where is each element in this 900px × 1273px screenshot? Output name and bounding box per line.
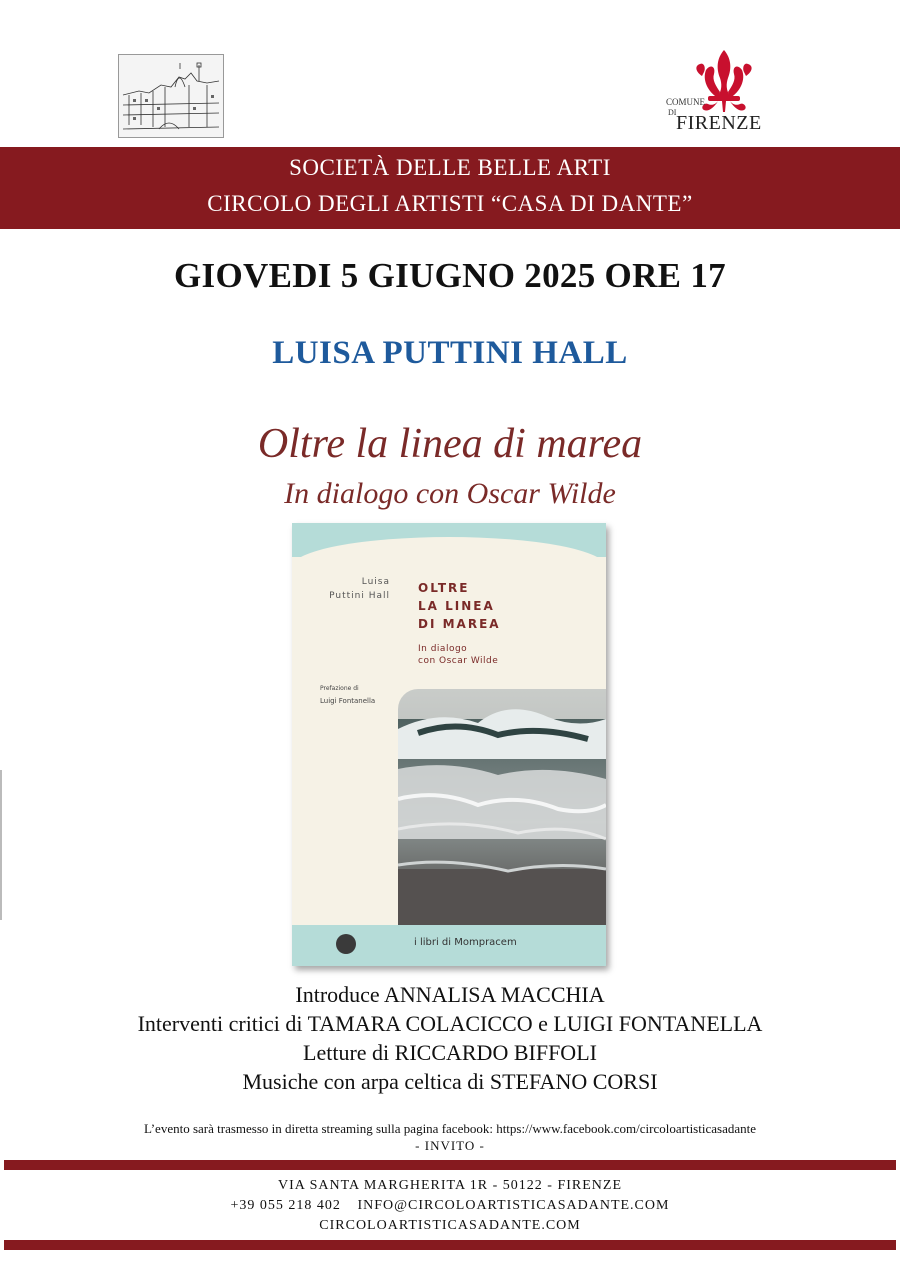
- header-band: [0, 147, 900, 229]
- footer-contacts: [0, 1176, 900, 1236]
- book-title-heading: Oltre la linea di marea: [257, 421, 643, 467]
- book-cover-preface-label: Prefazione di: [320, 685, 359, 692]
- city-skyline-sketch-icon: [118, 54, 224, 138]
- phone: +39 055 218 402: [230, 1198, 341, 1213]
- footer-divider-bottom: [4, 1240, 896, 1250]
- event-author: LUISA PUTTINI HALL: [272, 335, 628, 371]
- book-cover-subtitle: In dialogo con Oscar Wilde: [418, 644, 499, 666]
- book-cover-author: Luisa Puttini Hall: [329, 577, 390, 601]
- sea-wave-photo: [398, 689, 606, 925]
- streaming-notice: L’evento sarà trasmesso in diretta streaming sulla pagina facebook: https://www.facebook.com/circoloartisticasadante: [143, 1121, 756, 1136]
- book-subtitle-heading: In dialogo con Oscar Wilde: [284, 477, 616, 510]
- credits-block: [0, 980, 900, 1096]
- invito-label: - INVITO -: [415, 1138, 485, 1153]
- email-link[interactable]: INFO@CIRCOLOARTISTICASADANTE.COM: [357, 1198, 670, 1213]
- page-edge-mark: [0, 770, 2, 920]
- credit-line: Introduce ANNALISA MACCHIA: [295, 982, 605, 1007]
- di-label: DI: [668, 108, 677, 117]
- credit-line: Musiche con arpa celtica di STEFANO CORSI: [242, 1069, 658, 1094]
- book-cover-preface-name: Luigi Fontanella: [320, 697, 376, 705]
- credit-line: Interventi critici di TAMARA COLACICCO e LUIGI FONTANELLA: [137, 1011, 763, 1036]
- comune-label: COMUNE: [666, 97, 706, 107]
- book-cover-title: OLTRE LA LINEA DI MAREA: [418, 581, 501, 631]
- ship-logo-icon: [336, 934, 356, 954]
- website-link[interactable]: CIRCOLOARTISTICASADANTE.COM: [319, 1218, 581, 1233]
- event-date: GIOVEDI 5 GIUGNO 2025 ORE 17: [174, 256, 726, 295]
- circle-name: CIRCOLO DEGLI ARTISTI “CASA DI DANTE”: [207, 191, 693, 216]
- book-publisher: i libri di Mompracem: [414, 937, 517, 948]
- footer-divider-top: [4, 1160, 896, 1170]
- comune-firenze-logo: [662, 46, 776, 138]
- society-name: SOCIETÀ DELLE BELLE ARTI: [289, 155, 611, 180]
- book-cover: [292, 523, 606, 966]
- firenze-label: FIRENZE: [676, 112, 762, 134]
- address: VIA SANTA MARGHERITA 1R - 50122 - FIRENZE: [277, 1178, 623, 1193]
- credit-line: Letture di RICCARDO BIFFOLI: [303, 1040, 597, 1065]
